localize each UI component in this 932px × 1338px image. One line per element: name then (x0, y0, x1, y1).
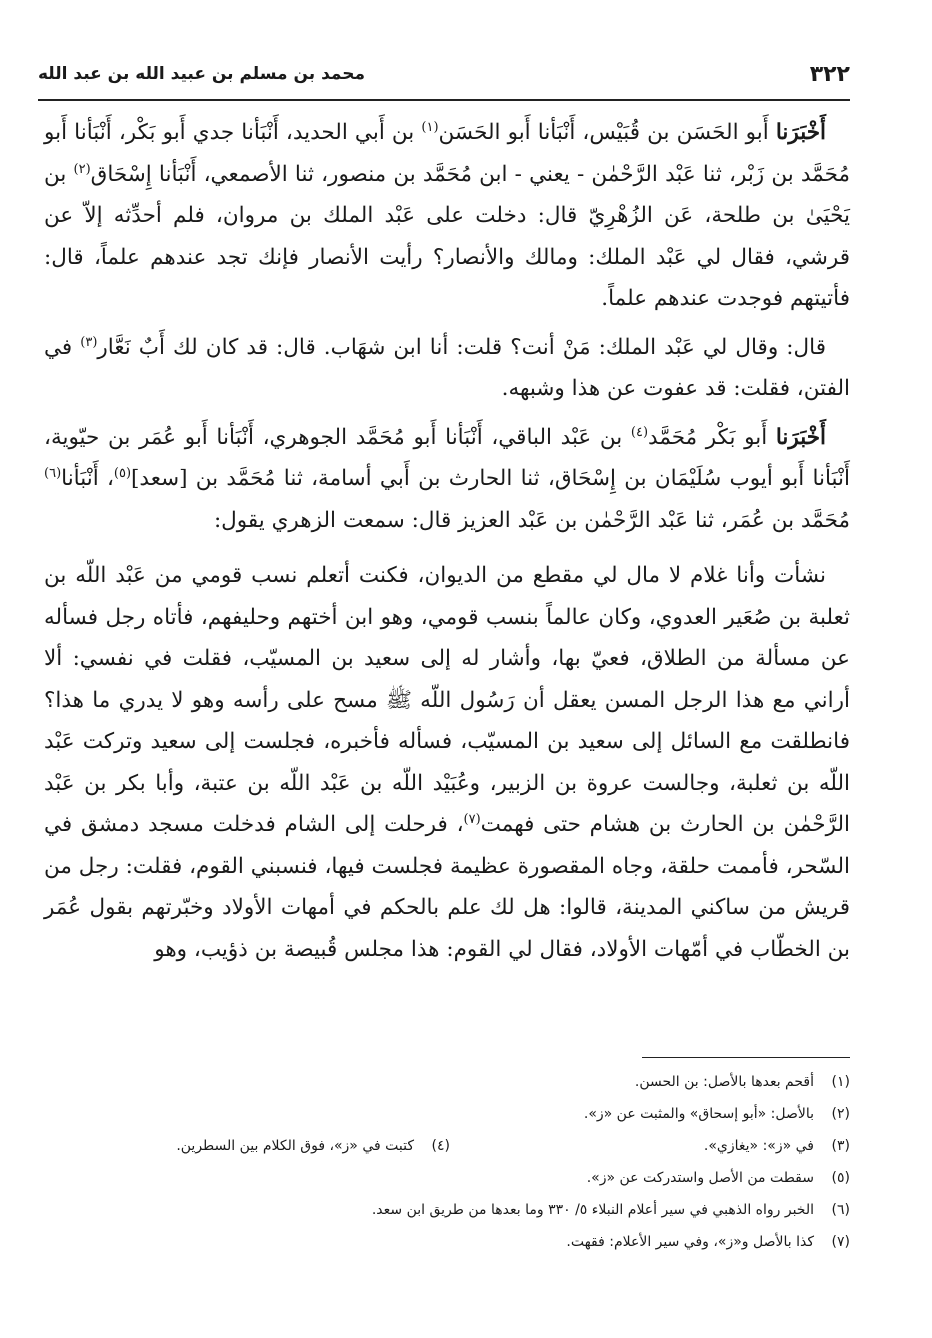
text-span: نشأت وأنا غلام لا مال لي مقطع من الديوان، فكنت أتعلم نسب قومي من عَبْد اللّه بن ثعلبة بن صُعَير العدوي، وكان عالماً بنسب قومي، وهو ابن أختهم وحليفهم، فأتاه رجل فسأله عن مسألة من الطلاق، فعيّ بها، وأشار له إلى سعيد بن المسيّب، فقلت في نفسي: ألا أراني مع هذا الرجل المسن يعقل أن رَسُول اللّه ﷺ مسح على رأسه وهو لا يدري ما هذا؟ فانطلقت مع السائل إلى سعيد بن المسيّب، فسأله فأخبره، فجلست إلى سعيد وتركت عَبْد اللّه بن ثعلبة، وجالست عروة بن الزبير، وعُبَيْد اللّه بن عَبْد اللّه بن عتبة، وأبا بكر بن عَبْد الرَّحْمٰن بن الحارث بن هشام حتى فهمت (44, 563, 850, 837)
text-span: بن أَبي الحديد، أَنْبَأنا جدي أَبو بَكْر، أَنْبَأنا أَبو مُحَمَّد بن زَبْر، ثنا عَبْد الرَّحْمٰن - يعني - ابن مُحَمَّد بن منصور، ثنا الأصمعي، أَنْبَأنا إِسْحَاق (44, 120, 850, 187)
footnote-ref: (٦) (44, 465, 62, 481)
footnote-1 (44, 1066, 850, 1098)
text-span: ، أَنْبَأنا (61, 466, 114, 491)
isnad-lead: أَخْبَرَنا (775, 120, 826, 145)
text-span: قال: وقال لي عَبْد الملك: مَنْ أنت؟ قلت: أنا ابن شهَاب. قال: قد كان لك أَبٌ نَعَّار (97, 334, 826, 360)
footnote-5 (44, 1162, 850, 1194)
text-span: أَبو بَكْر مُحَمَّد (648, 424, 776, 450)
footnote-number: (٤) (431, 1138, 450, 1154)
footnotes (44, 1066, 850, 1258)
footnote-text: بالأصل: «أبو إسحاق» والمثبت عن «ز». (583, 1106, 814, 1122)
footnote-number: (٧) (831, 1234, 850, 1250)
footnote-ref: (١) (421, 119, 439, 135)
header-rule (38, 99, 850, 101)
footnote-number: (٢) (831, 1106, 850, 1122)
footnote-number: (٣) (831, 1138, 850, 1154)
footnote-ref: (٥) (113, 465, 132, 481)
footnote-text: كتبت في «ز»، فوق الكلام بين السطرين. (176, 1138, 414, 1154)
footnote-ref: (٢) (73, 161, 91, 177)
footnote-7 (44, 1226, 850, 1258)
footnote-text: الخبر رواه الذهبي في سير أعلام النبلاء ٥/ ٣٣٠ وما بعدها من طريق ابن سعد. (371, 1202, 814, 1218)
text-span: بن يَحْيَىٰ بن طلحة، عَن الزُهْرِيّ قال: دخلت على عَبْد الملك بن مروان، فلم أحدِّثه إلاّ عن قرشي، فقال لي عَبْد الملك: ومالك والأنصار؟ رأيت الأنصار فإنك تجد عندهم علماً، قال: فأتيتهم فوجدت عندهم علماً. (44, 161, 850, 311)
running-header (38, 62, 850, 96)
footnote-text: في «ز»: «يغازي». (703, 1138, 814, 1154)
text-span: ، فرحلت إلى الشام فدخلت مسجد دمشق في السّحر، فأممت حلقة، وجاه المقصورة عظيمة فجلست فيها، فنسبني القوم، فقلت: رجل من قريش من ساكني المدينة، قالوا: هل لك علم بالحكم في أمهات الأولاد وخبّرتهم بقول عُمَر بن الخطّاب في أمّهات الأولاد، فقال لي القوم: هذا مجلس قُبيصة بن ذؤيب، وهو (44, 812, 850, 962)
paragraph-4 (44, 555, 850, 970)
footnote-6 (44, 1194, 850, 1226)
paragraph-2 (44, 327, 850, 410)
footnote-4 (176, 1130, 450, 1162)
page-number: ٣٢٢ (809, 62, 850, 87)
footnote-ref: (٤) (630, 424, 649, 440)
text-span: أَبو الحَسَن بن قُبَيْس، أَنْبَأنا أَبو الحَسَن (438, 120, 776, 145)
footnote-rule (642, 1057, 850, 1058)
footnote-ref: (٧) (463, 811, 481, 827)
footnote-text: سقطت من الأصل واستدركت عن «ز». (586, 1170, 814, 1186)
text-span: مُحَمَّد بن عُمَر، ثنا عَبْد الرَّحْمٰن بن عَبْد العزيز قال: سمعت الزهري يقول: (213, 507, 850, 533)
footnote-number: (٥) (831, 1170, 850, 1186)
paragraph-1 (44, 112, 850, 320)
footnote-text: كذا بالأصل و«ز»، وفي سير الأعلام: فقهت. (566, 1234, 814, 1250)
footnote-ref: (٣) (80, 334, 98, 350)
footnote-text: أقحم بعدها بالأصل: بن الحسن. (634, 1074, 814, 1090)
footnote-number: (١) (831, 1074, 850, 1090)
running-title: محمد بن مسلم بن عبيد الله بن عبد الله (38, 64, 366, 84)
text-span: بن عَبْد الباقي، أَنْبَأنا أَبو مُحَمَّد الجوهري، أَنْبَأنا أَبو عُمَر بن حيّوية، أَنْبَأنا أَبو أيوب سُلَيْمَان بن إِسْحَاق، ثنا الحارث بن أَبي أسامة، ثنا مُحَمَّد بن [سعد] (44, 424, 850, 491)
footnote-3 (44, 1130, 850, 1162)
paragraph-3 (44, 417, 850, 542)
footnote-2 (44, 1098, 850, 1130)
footnote-number: (٦) (831, 1202, 850, 1218)
main-text (44, 112, 850, 977)
isnad-lead: أَخْبَرَنا (775, 424, 826, 450)
text-span: في الفتن، فقلت: قد عفوت عن هذا وشبهه. (44, 334, 850, 401)
